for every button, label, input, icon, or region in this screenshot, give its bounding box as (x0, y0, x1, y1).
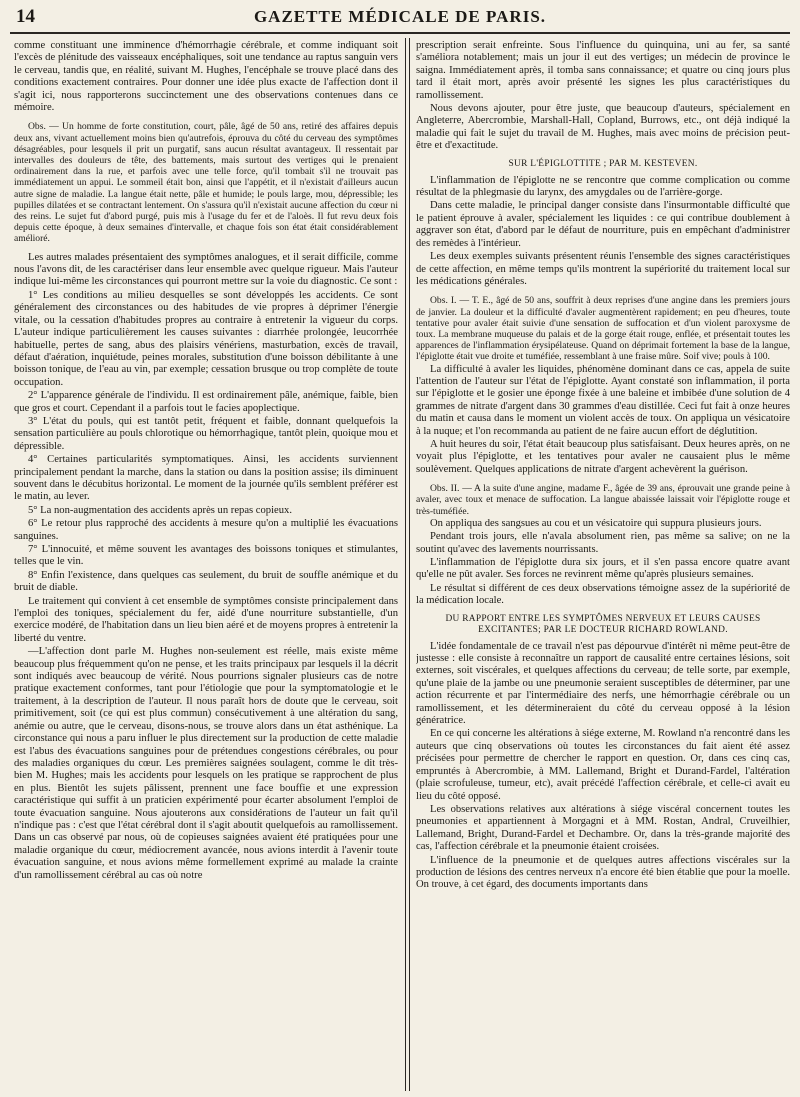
paragraph: prescription serait enfreinte. Sous l'influence du quinquina, uni au fer, sa santé s'améliora notablement; mais un jour il eut des vertiges; un médecin de province le saigna. Immédiatement après, il tomba sans connaissance; et quatre ou cinq jours plus tard il était mort, après avoir présenté les signes les plus caractéristiques du ramollissement. (416, 40, 790, 101)
paragraph: 5° La non-augmentation des accidents après un repas copieux. (28, 504, 292, 516)
observation-paragraph: Obs. — Un homme de forte constitution, court, pâle, âgé de 50 ans, retiré des affaires depuis deux ans, vivant actuellement moins bien qu'autrefois, éprouva du côté du cerveau des symptômes désagréables, pour lesquels il prit un purgatif, sans aucun résultat avantageux. Il ressentait par intervalles des douleurs de tête, des battements, mais surtout des vertiges qui le prenaient ordinairement dans la rue, et parfois avec une telle force, qu'il tombait s'il ne trouvait pas immédiatement un appui. Le sommeil était bon, ainsi que l'appétit, et il n'existait d'ailleurs aucun autre signe de maladie. La langue était nette, pâle et humide; le pouls large, mou, dépressible; les pupilles dilatées et se contractant lentement. On s'assura qu'il n'existait aucune affection du cœur ni des reins. Le sujet fut d'abord purgé, puis mis à l'usage du fer et de l'aloès. Il fut revu deux fois depuis cette époque, à deux semaines d'intervalle, et chaque fois son état était considérablement amélioré. (14, 121, 398, 245)
paragraph: Pendant trois jours, elle n'avala absolument rien, pas même sa salive; on ne la soutint qu'avec des lavements nourrissants. (416, 531, 790, 555)
paragraph: 6° Le retour plus rapproché des accidents à mesure qu'on a multiplié les évacuations sanguines. (14, 518, 398, 542)
running-title: GAZETTE MÉDICALE DE PARIS. (253, 7, 547, 26)
paragraph: 2° L'apparence générale de l'individu. Il est ordinairement pâle, anémique, faible, bien que gros et court. Cependant il a parfois tout le facies apoplectique. (14, 390, 398, 414)
paragraph: Dans cette maladie, le principal danger consiste dans l'insurmontable difficulté que le patient éprouve à avaler, spécialement les liquides : ce qui contribue doublement à aggraver son état, d'abord par le défaut de nourriture, puis en empêchant d'administrer des remèdes à l'intérieur. (416, 200, 790, 249)
paragraph: —L'affection dont parle M. Hughes non-seulement est réelle, mais existe même beaucoup plus fréquemment qu'on ne pense, et les traits principaux par lesquels il la décrit sont indiqués avec beaucoup de vérité. Nous pourrions signaler plusieurs cas de notre pratique exactement conformes, tant pour l'étiologie que pour la symptomatologie et le traitement, à la description de l'auteur. Il nous paraît hors de doute que le cerveau, soit primitivement, soit (ce qui est plus commun) consécutivement à une altération du sang, anémie ou autre, que le cerveau, disons-nous, se trouve alors dans un état asthénique. La circonstance qui nous a paru influer le plus directement sur la production de cette maladie est l'abus des évacuations sanguines pour de prétendues congestions cérébrales, ou pour des maladies organiques du cœur. Les premières saignées soulagent, comme le dit très-bien M. Hughes; mais les accidents pour lesquels on les pratique se rapprochent de plus en plus. Bientôt les sujets pâlissent, prennent une face bouffie et une expression caractéristique qui suffit à un praticien expérimenté pour écarter absolument l'emploi de toute évacuation sanguine. Nous ajouterons aux considérations de l'auteur un fait qu'il n'indique pas : c'est que l'état cérébral dont il s'agit aboutit quelquefois au ramollissement. Dans un cas observé par nous, où de copieuses saignées avaient été pratiquées pour une maladie organique du cœur, médiocrement avancée, nous avions interdit à l'avenir toute évacuation sanguine, et nous avions même formellement exprimé au malade la crainte d'un ramollissement cérébral au cas où notre (14, 646, 398, 881)
section-heading: SUR L'ÉPIGLOTTITE ; PAR M. KESTEVEN. (508, 158, 698, 169)
paragraph: Les observations relatives aux altérations à siége viscéral concernent toutes les pneumonies et appartiennent à Morgagni et à MM. Rostan, Andral, Cruveilhier, Lallemand, Bright, Durand-Fardel et Dechambre. Or, dans la très-grande majorité des cas, l'affection cérébrale et la pneumonie étaient croisées. (416, 803, 790, 853)
paragraph: 4° Certaines particularités symptomatiques. Ainsi, les accidents surviennent principalement pendant la marche, dans la station ou dans la position assise; ils diminuent souvent dans le décubitus horizontal. Le moment de la journée qu'ils semblent préférer est le matin, au lever. (14, 454, 398, 503)
paragraph: On appliqua des sangsues au cou et un vésicatoire qui suppura plusieurs jours. (430, 517, 762, 529)
observation-paragraph: Obs. I. — T. E., âgé de 50 ans, souffrit à deux reprises d'une angine dans les premiers jours de janvier. La douleur et la difficulté d'avaler augmentèrent rapidement; en peu d'heures, toute tentative pour avaler était suivie d'une sensation de suffocation et d'un violent paroxysme de toux. La membrane muqueuse du palais et de la gorge était rouge, enflée, et présentait toutes les apparences de l'inflammation érysipélateuse. Quand on déprimait fortement la base de la langue, l'épiglotte était vue droite et tuméfiée, ressemblant à une fraise mûre. Soif vive; pouls à 100. (416, 295, 790, 363)
paragraph: 3° L'état du pouls, qui est tantôt petit, fréquent et faible, donnant quelquefois la sensation particulière au pouls chlorotique ou hémorrhagique, tantôt plein, quoique mou et dépressible. (14, 415, 398, 452)
paragraph: L'influence de la pneumonie et de quelques autres affections viscérales sur la production de lésions des centres nerveux n'a encore été bien établie que pour la moelle. On trouve, à cet égard, des documents importants dans (416, 854, 790, 891)
paragraph: Les autres malades présentaient des symptômes analogues, et il serait difficile, comme nous l'avons dit, de les caractériser dans leur ensemble avec quelque rigueur. Mais l'auteur indique lui-même les circonstances qui pourront mettre sur la voie du diagnostic. Ce sont : (14, 251, 398, 288)
page-header (10, 4, 790, 34)
left-column (14, 40, 398, 1089)
paragraph: Nous devons ajouter, pour être juste, que beaucoup d'auteurs, spécialement en Angleterre, Abercrombie, Marshall-Hall, Copland, Burrows, etc., ont déjà indiqué la maladie qui fait le sujet du travail de M. Hughes, mais avec moins de précision peut-être et d'exactitude. (416, 103, 790, 152)
paragraph: Le résultat si différent de ces deux observations témoigne assez de la supériorité de la médication locale. (416, 582, 790, 607)
paragraph: Le traitement qui convient à cet ensemble de symptômes consiste principalement dans l'emploi des toniques, spécialement du fer, aidé d'une nourriture substantielle, d'un exercice modéré, de l'habitation dans un lieu bien aéré et de moyens propres à entretenir la liberté du ventre. (14, 595, 398, 644)
paragraph: comme constituant une imminence d'hémorrhagie cérébrale, et comme indiquant soit l'excès de plénitude des vaisseaux encéphaliques, soit une tendance au raptus sanguin vers le cerveau, tandis que, en réalité, suivant M. Hughes, l'encéphale se trouve placé dans des conditions exactement contraires. Pour donner une idée plus exacte de l'affection dont il s'agit ici, nous rapporterons succinctement une des observations contenues dans ce mémoire. (14, 40, 398, 114)
paragraph: L'inflammation de l'épiglotte dura six jours, et il s'en passa encore quatre avant qu'elle ne pût avaler. Ses forces ne revinrent même qu'après plusieurs semaines. (416, 557, 790, 581)
paragraph: L'inflammation de l'épiglotte ne se rencontre que comme complication ou comme résultat de la phlegmasie du larynx, des amygdales ou de l'arrière-gorge. (416, 174, 790, 199)
page-number: 14 (16, 6, 35, 27)
section-heading: DU RAPPORT ENTRE LES SYMPTÔMES NERVEUX ET LEURS CAUSES EXCITANTES; PAR LE DOCTEUR RICHARD ROWLAND. (445, 613, 761, 635)
column-divider (405, 38, 410, 1091)
paragraph: L'idée fondamentale de ce travail n'est pas dépourvue d'intérêt ni même peut-être de justesse : elle consiste à reconnaître un rapport de causalité entre certaines lésions, soit externes, soit viscérales, et quelques affections du cerveau; de telle sorte, par exemple, qu'une plaie de la jambe ou une pneumonie seraient susceptibles de déterminer, par une action récurrente et par l'intermédiaire des nerfs, une hémorrhagie cérébrale ou un ramollissement, et les détermineraient du côté du cerveau opposé à la lésion génératrice. (416, 640, 790, 727)
paragraph: 1° Les conditions au milieu desquelles se sont développés les accidents. Ce sont généralement des circonstances ou des habitudes de vie propres à déprimer l'énergie vitale, ou la cessation d'habitudes propres au contraire à entretenir la vigueur du corps. L'auteur indique particulièrement les causes suivantes : diarrhée prolongée, leucorrhée habituelle, pertes de sang, abus des plaisirs vénériens, masturbation, excès de travail, défaut d'aération, inquiétude, peines morales, substitution d'une boisson débilitante à une boisson tonique, de l'eau au vin, par exemple; cessation brusque ou trop complète de toute occupation. (14, 289, 398, 388)
paragraph: En ce qui concerne les altérations à siége externe, M. Rowland n'a rencontré dans les auteurs que cinq observations où toutes les circonstances du fait aient été assez précisées pour permettre de chercher le rapport en question. Or, dans ces cinq cas, empruntés à Abercrombie, à MM. Lallemand, Bright et Durand-Fardel, l'altération (plaie scrofuleuse, tumeur, etc), avait précédé l'affection cérébrale, et celle-ci avait eu lieu du côté opposé. (416, 728, 790, 802)
paragraph: 7° L'innocuité, et même souvent les avantages des boissons toniques et stimulantes, telles que le vin. (14, 544, 398, 568)
paragraph: A huit heures du soir, l'état était beaucoup plus satisfaisant. Deux heures après, on ne voyait plus l'épiglotte, et les tentatives pour avaler ne causaient plus le même soulèvement. Quelques applications de nitrate d'argent achevèrent la guérison. (416, 438, 790, 475)
paragraph: La difficulté à avaler les liquides, phénomène dominant dans ce cas, appela de suite l'attention de l'auteur sur l'état de l'épiglotte. Ayant constaté son inflammation, il porta sur l'épiglotte et le gosier une éponge fixée à une baleine et imbibée d'une solution de 4 grammes de nitrate d'argent dans 30 grammes d'eau distillée. Ceci fut fait à onze heures du matin et causa dans le moment un violent accès de toux. On appliqua un vésicatoire à la nuque; et l'on recommanda au patient de ne faire aucun effort de déglutition. (416, 363, 790, 437)
right-column (416, 40, 790, 1089)
paragraph: Les deux exemples suivants présentent réunis l'ensemble des signes caractéristiques de cette affection, en même temps qu'ils montrent la supériorité du traitement local sur les médications générales. (416, 251, 790, 287)
observation-paragraph: Obs. II. — A la suite d'une angine, madame F., âgée de 39 ans, éprouvait une grande peine à avaler, avec toux et menace de suffocation. La langue abaissée laissait voir l'épiglotte rouge et très-tuméfiée. (416, 483, 790, 517)
paragraph: 8° Enfin l'existence, dans quelques cas seulement, du bruit de souffle anémique et du bruit de diable. (14, 569, 398, 594)
